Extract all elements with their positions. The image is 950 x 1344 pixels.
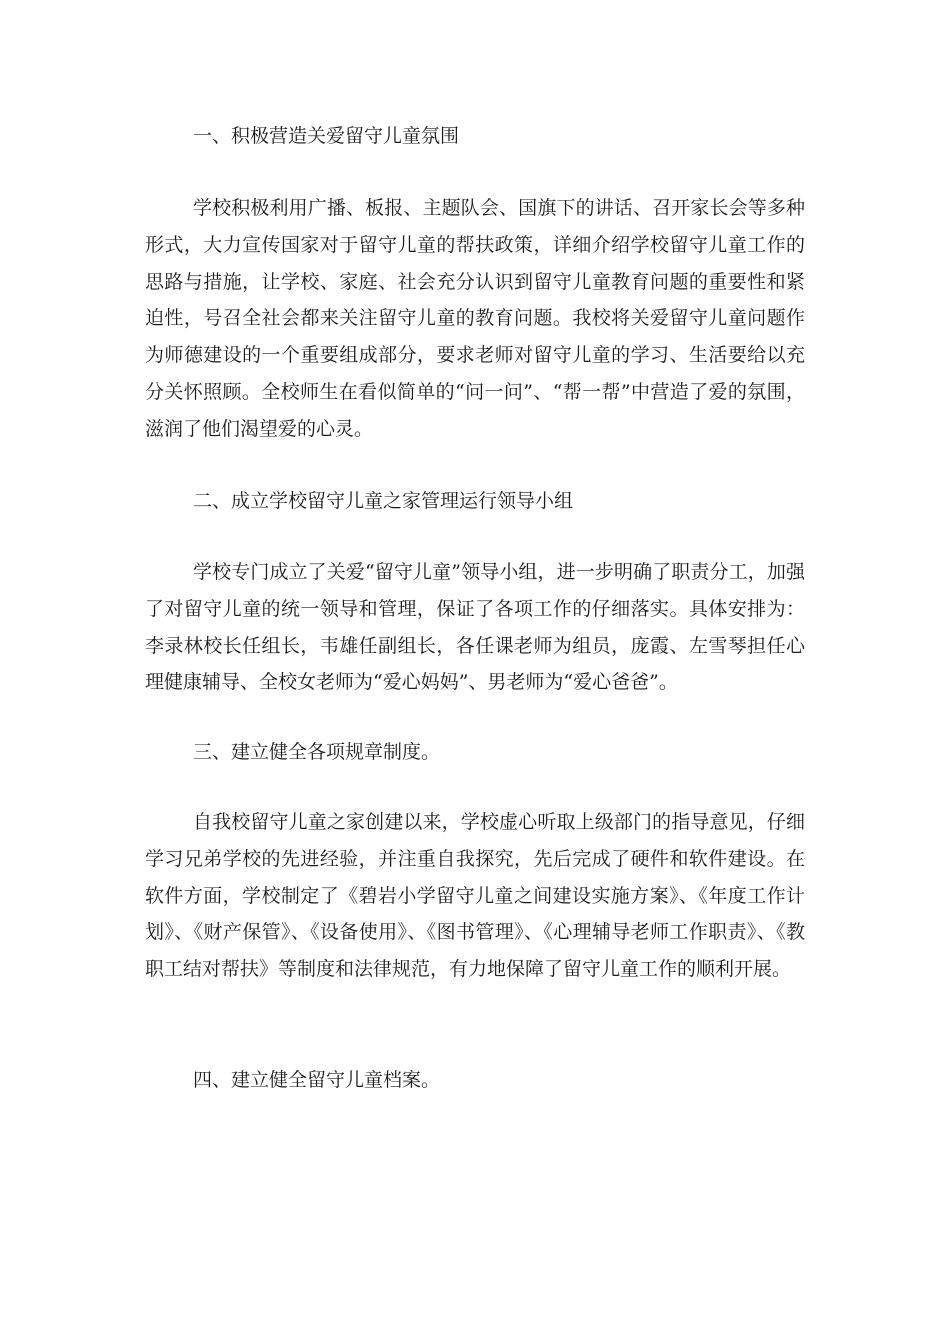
- section-2-body: 学校专门成立了关爱“留守儿童”领导小组，进一步明确了职责分工，加强了对留守儿童的统一领导和管理，保证了各项工作的仔细落实。具体安排为：李录林校长任组长，韦雄任副组长，各任课老师为组员，庞霞、左雪琴担任心理健康辅导、全校女老师为“爱心妈妈”、男老师为“爱心爸爸”。: [145, 561, 805, 694]
- section-2-heading: 二、成立学校留守儿童之家管理运行领导小组: [193, 490, 574, 512]
- section-1-heading: 一、积极营造关爱留守儿童氛围: [193, 125, 460, 147]
- section-4-heading: 四、建立健全留守儿童档案。: [193, 1069, 441, 1091]
- section-3-body: 自我校留守儿童之家创建以来，学校虚心听取上级部门的指导意见，仔细学习兄弟学校的先进经验，并注重自我探究，先后完成了硬件和软件建设。在软件方面，学校制定了《碧岩小学留守儿童之间建设实施方案》、《年度工作计划》、《财产保管》、《设备使用》、《图书管理》、《心理辅导老师工作职责》、《教职工结对帮扶》等制度和法律规范，有力地保障了留守儿童工作的顺利开展。: [145, 811, 805, 981]
- section-1-body: 学校积极利用广播、板报、主题队会、国旗下的讲话、召开家长会等多种形式，大力宣传国家对于留守儿童的帮扶政策，详细介绍学校留守儿童工作的思路与措施，让学校、家庭、社会充分认识到留守儿童教育问题的重要性和紧迫性，号召全社会都来关注留守儿童的教育问题。我校将关爱留守儿童问题作为师德建设的一个重要组成部分，要求老师对留守儿童的学习、生活要给以充分关怀照顾。全校师生在看似简单的“问一问”、“帮一帮”中营造了爱的氛围，滋润了他们渴望爱的心灵。: [145, 197, 805, 440]
- section-3-heading: 三、建立健全各项规章制度。: [193, 741, 441, 763]
